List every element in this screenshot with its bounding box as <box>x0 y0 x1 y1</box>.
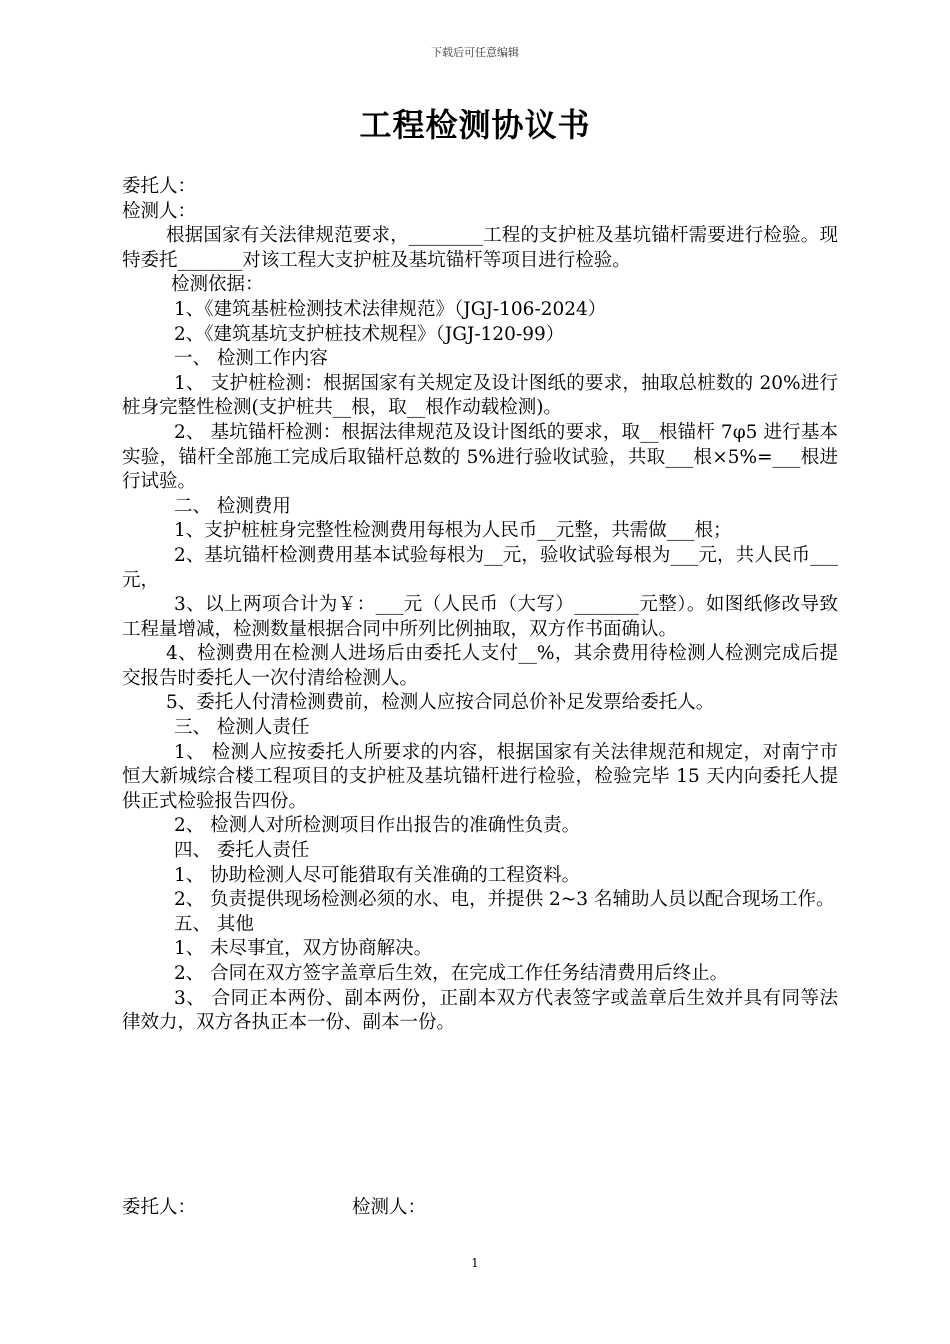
document-title: 工程检测协议书 <box>359 106 591 144</box>
basis-heading: 检测依据： <box>171 274 264 296</box>
section-paragraph: 2、基坑锚杆检测费用基本试验每根为__元，验收试验每根为___元，共人民币___元， <box>122 544 838 591</box>
page-number: 1 <box>471 1256 479 1270</box>
document-body <box>122 175 838 1036</box>
section-paragraph: 3、以上两项合计为￥：___元（人民币（大写）_______元整）。如图纸修改导致工程量增减，检测数量根据合同中所列比例抽取，双方作书面确认。 <box>122 594 838 640</box>
section-heading: 一、 检测工作内容 <box>174 348 328 370</box>
tester-label: 检测人： <box>122 200 197 222</box>
section-paragraph: 1、 未尽事宜，双方协商解决。 <box>174 938 433 960</box>
header-note: 下载后可任意编辑 <box>431 46 519 59</box>
basis-item: 1、《建筑基桩检测技术法律规范》（JGJ-106-2024） <box>174 298 607 320</box>
client-label: 委托人： <box>122 176 197 197</box>
section-paragraph: 5、委托人付清检测费前，检测人应按合同总价补足发票给委托人。 <box>166 692 715 714</box>
section-paragraph: 2、 检测人对所检测项目作出报告的准确性负责。 <box>174 815 581 837</box>
section-paragraph: 1、 协助检测人尽可能猎取有关准确的工程资料。 <box>174 864 581 886</box>
section-paragraph: 2、 合同在双方签字盖章后生效，在完成工作任务结清费用后终止。 <box>174 963 729 984</box>
section-paragraph: 1、 检测人应按委托人所要求的内容，根据国家有关法律规范和规定，对南宁市恒大新城综合楼工程项目的支护桩及基坑锚杆进行检验，检验完毕 15 天内向委托人提供正式检验报告四份。 <box>122 741 838 812</box>
section-paragraph: 2、 负责提供现场检测必须的水、电，并提供 2~3 名辅助人员以配合现场工作。 <box>174 889 835 911</box>
section-paragraph: 4、检测费用在检测人进场后由委托人支付__%，其余费用待检测人检测完成后提交报告时委托人一次付清给检测人。 <box>122 643 838 689</box>
intro-paragraph: 根据国家有关法律规范要求，________工程的支护桩及基坑锚杆需要进行检验。现特委托_______对该工程大支护桩及基坑锚杆等项目进行检验。 <box>122 225 838 271</box>
signature-tester: 检测人： <box>352 1197 427 1218</box>
section-heading: 二、 检测费用 <box>174 495 291 517</box>
section-paragraph: 1、支护桩桩身完整性检测费用每根为人民币__元整，共需做___根； <box>174 520 732 542</box>
section-paragraph: 1、 支护桩检测：根据国家有关规定及设计图纸的要求，抽取总桩数的 20%进行桩身完整性检测(支护桩共__根，取__根作动载检测)。 <box>122 372 838 419</box>
basis-item: 2、《建筑基坑支护桩技术规程》（JGJ-120-99） <box>174 323 565 345</box>
section-paragraph: 2、 基坑锚杆检测：根据法律规范及设计图纸的要求，取__根锚杆 7φ5 进行基本实验，锚杆全部施工完成后取锚杆总数的 5%进行验收试验，共取___根×5%=___根进行试验。 <box>122 421 838 493</box>
section-paragraph: 3、 合同正本两份、副本两份，正副本双方代表签字或盖章后生效并具有同等法律效力，双方各执正本一份、副本一份。 <box>122 987 838 1034</box>
section-heading: 三、 检测人责任 <box>174 717 310 739</box>
signature-client: 委托人： <box>122 1197 197 1218</box>
section-heading: 四、 委托人责任 <box>174 840 310 862</box>
section-heading: 五、 其他 <box>174 913 254 935</box>
